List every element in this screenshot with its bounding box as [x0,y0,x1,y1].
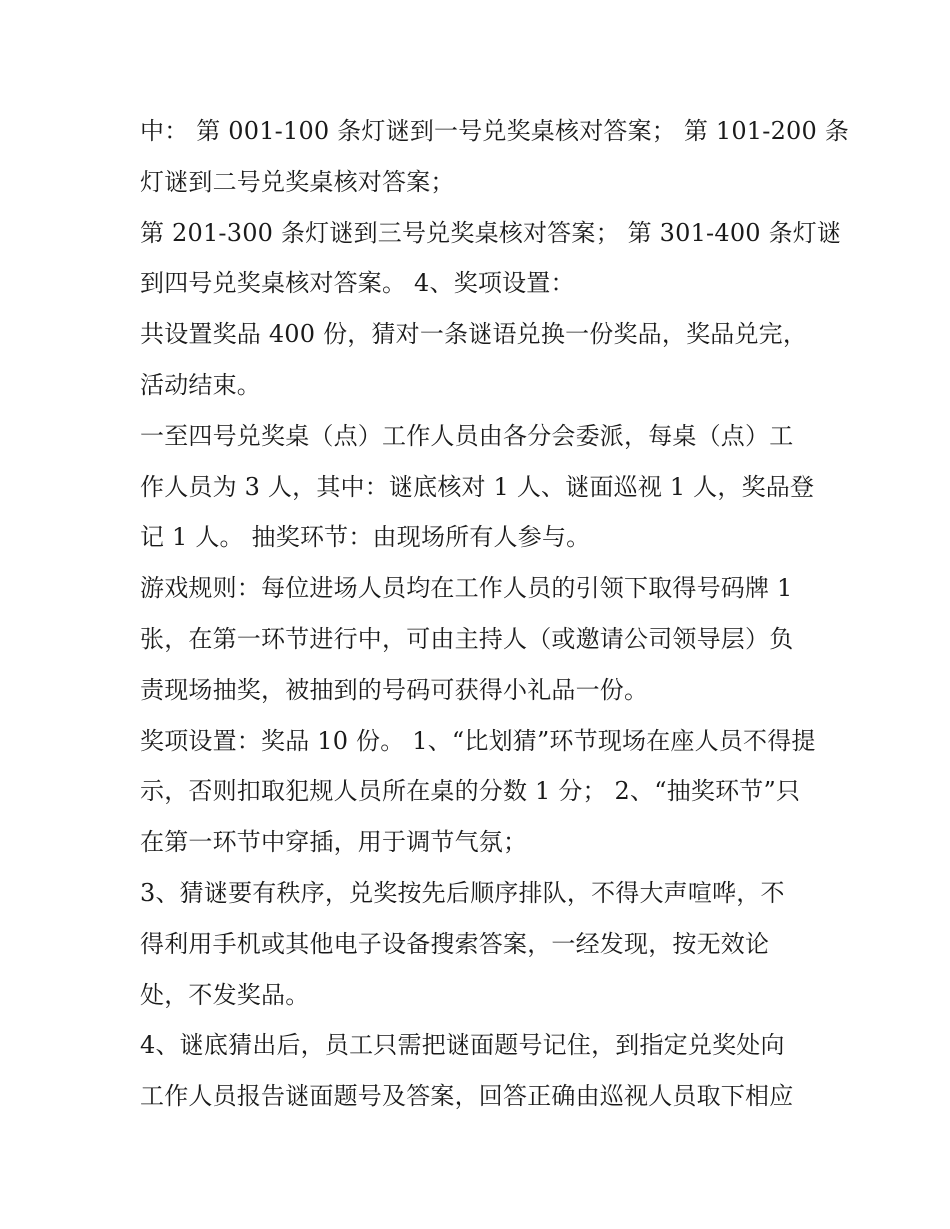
text-line: 记 1 人。 抽奖环节：由现场所有人参与。 [140,523,591,552]
document-body [140,106,850,1122]
text-line: 活动结束。 [140,370,261,399]
text-line: 得利用手机或其他电子设备搜索答案，一经发现，按无效论 [140,929,770,958]
text-line: 中： 第 001-100 条灯谜到一号兑奖桌核对答案； 第 101-200 条 [140,117,850,145]
text-line: 处，不发奖品。 [140,980,310,1009]
text-line: 示，否则扣取犯规人员所在桌的分数 1 分； 2、“抽奖环节”只 [140,777,801,806]
text-line: 作人员为 3 人，其中：谜底核对 1 人、谜面巡视 1 人，奖品登 [140,472,815,501]
text-line: 游戏规则：每位进场人员均在工作人员的引领下取得号码牌 1 [140,574,793,603]
text-line: 灯谜到二号兑奖桌核对答案； [140,167,455,196]
text-line: 张，在第一环节进行中，可由主持人（或邀请公司领导层）负 [140,624,794,653]
text-line: 工作人员报告谜面题号及答案，回答正确由巡视人员取下相应 [140,1082,794,1111]
text-line: 共设置奖品 400 份，猜对一条谜语兑换一份奖品，奖品兑完， [140,320,808,349]
text-line: 3、猜谜要有秩序，兑奖按先后顺序排队，不得大声喧哗，不 [140,878,785,907]
text-line: 在第一环节中穿插，用于调节气氛； [140,828,528,857]
text-line: 奖项设置：奖品 10 份。 1、“比划猜”环节现场在座人员不得提 [140,726,816,755]
text-line: 一至四号兑奖桌（点）工作人员由各分会委派，每桌（点）工 [140,421,794,450]
text-line: 责现场抽奖，被抽到的号码可获得小礼品一份。 [140,675,649,704]
text-line: 到四号兑奖桌核对答案。 4、奖项设置： [140,269,575,298]
text-line: 第 201-300 条灯谜到三号兑奖桌核对答案； 第 301-400 条灯谜 [140,218,842,247]
text-line: 4、谜底猜出后，员工只需把谜面题号记住，到指定兑奖处向 [140,1031,785,1060]
